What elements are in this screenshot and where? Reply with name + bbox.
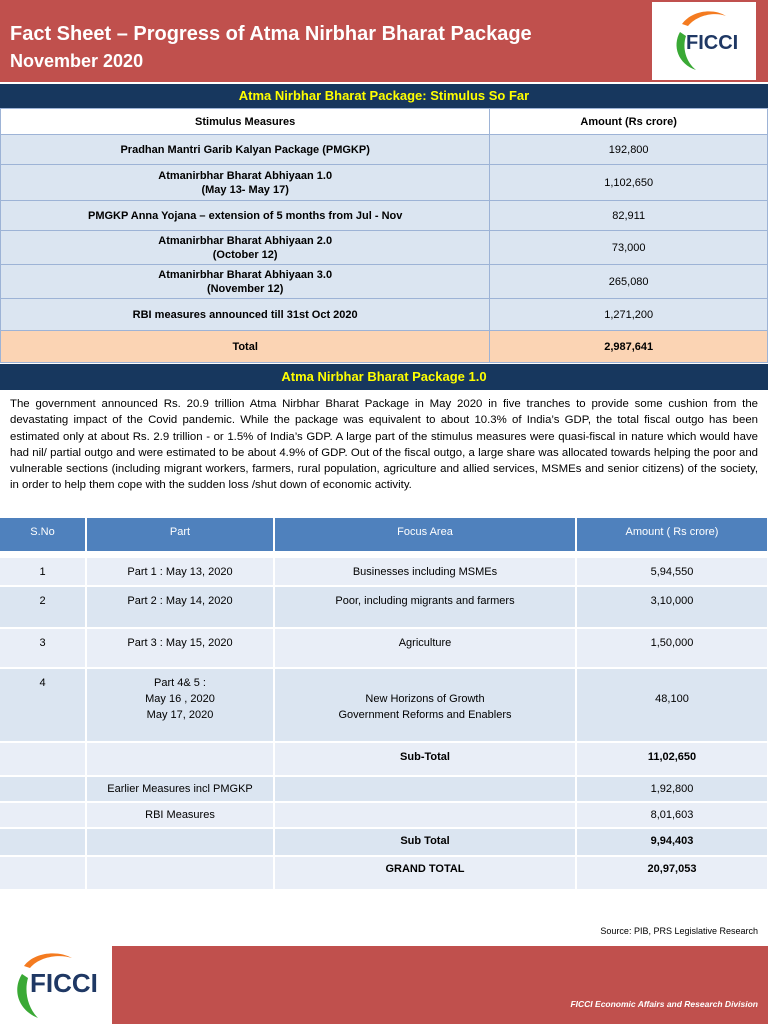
stimulus-measure: PMGKP Anna Yojana – extension of 5 months from Jul - Nov bbox=[1, 201, 490, 231]
source-note: Source: PIB, PRS Legislative Research bbox=[600, 926, 758, 936]
col-header-amount: Amount (Rs crore) bbox=[490, 109, 768, 135]
row-focus: Businesses including MSMEs bbox=[274, 558, 576, 586]
subtotal2-amount: 9,94,403 bbox=[576, 828, 768, 856]
table-row bbox=[1, 201, 768, 231]
table-row bbox=[0, 558, 768, 586]
table-row bbox=[1, 299, 768, 331]
table-row bbox=[0, 586, 768, 628]
earlier-measures-row bbox=[0, 776, 768, 802]
subtotal-label: Sub-Total bbox=[274, 742, 576, 776]
row-part: Part 4& 5 : May 16 , 2020 May 17, 2020 bbox=[86, 668, 274, 742]
package-table-header bbox=[0, 518, 768, 552]
row-amount: 48,100 bbox=[576, 668, 768, 742]
row-part: Part 2 : May 14, 2020 bbox=[86, 586, 274, 628]
row-sno: 2 bbox=[0, 586, 86, 628]
row-amount: 5,94,550 bbox=[576, 558, 768, 586]
row-focus: Agriculture bbox=[274, 628, 576, 668]
table-row bbox=[1, 265, 768, 299]
grand-total-row bbox=[0, 856, 768, 890]
col-header-part: Part bbox=[86, 518, 274, 552]
package-banner bbox=[0, 364, 768, 390]
package-banner-text: Atma Nirbhar Bharat Package 1.0 bbox=[281, 369, 487, 384]
row-sno: 4 bbox=[0, 668, 86, 742]
col-header-amount: Amount ( Rs crore) bbox=[576, 518, 768, 552]
subtotal-amount: 11,02,650 bbox=[576, 742, 768, 776]
ficci-logo-text: FICCI bbox=[30, 968, 98, 998]
subtotal-row bbox=[0, 742, 768, 776]
row-sno: 1 bbox=[0, 558, 86, 586]
col-header-focus-area: Focus Area bbox=[274, 518, 576, 552]
rbi-measures-amount: 8,01,603 bbox=[576, 802, 768, 828]
table-row bbox=[1, 231, 768, 265]
subtotal2-row bbox=[0, 828, 768, 856]
stimulus-total-label: Total bbox=[1, 331, 490, 363]
rbi-measures-label: RBI Measures bbox=[86, 802, 274, 828]
row-focus: New Horizons of Growth Government Reforms and Enablers bbox=[274, 668, 576, 742]
stimulus-measure: Atmanirbhar Bharat Abhiyaan 3.0 (November 12) bbox=[1, 265, 490, 299]
ficci-logo-footer bbox=[0, 946, 112, 1024]
row-amount: 3,10,000 bbox=[576, 586, 768, 628]
row-part: Part 1 : May 13, 2020 bbox=[86, 558, 274, 586]
table-row bbox=[1, 135, 768, 165]
footer-division-text: FICCI Economic Affairs and Research Division bbox=[570, 999, 758, 1009]
stimulus-amount: 82,911 bbox=[490, 201, 768, 231]
col-header-stimulus-measures: Stimulus Measures bbox=[1, 109, 490, 135]
stimulus-amount: 73,000 bbox=[490, 231, 768, 265]
ficci-logo-text: FICCI bbox=[686, 32, 739, 54]
stimulus-table bbox=[0, 108, 768, 363]
grand-total-amount: 20,97,053 bbox=[576, 856, 768, 890]
row-focus: Poor, including migrants and farmers bbox=[274, 586, 576, 628]
table-row bbox=[1, 165, 768, 201]
stimulus-measure: Atmanirbhar Bharat Abhiyaan 2.0 (October 12) bbox=[1, 231, 490, 265]
stimulus-amount: 265,080 bbox=[490, 265, 768, 299]
row-amount: 1,50,000 bbox=[576, 628, 768, 668]
package-description: The government announced Rs. 20.9 trillion Atma Nirbhar Bharat Package in May 2020 in five tranches to provide some cushion from the devastating impact of the Covid pandemic. While the package was equivalent to about 10.3% of India’s GDP, the total fiscal outgo has been estimated only at about Rs. 2.9 trillion - or 1.5% of India’s GDP. A large part of the stimulus measures were quasi-fiscal in nature which would have had nil/ partial outgo and were estimated to be about 4.9% of GDP. Out of the fiscal outgo, a large share was allocated towards helping the poor and vulnerable sections (including migrant workers, farmers, rural population, agriculture and allied services, MSMEs and senior citizens) of the society, in order to help them cope with the sudden loss /shut down of economic activity. bbox=[10, 398, 758, 492]
stimulus-total-row bbox=[1, 331, 768, 363]
stimulus-total-amount: 2,987,641 bbox=[490, 331, 768, 363]
stimulus-amount: 192,800 bbox=[490, 135, 768, 165]
stimulus-banner-text: Atma Nirbhar Bharat Package: Stimulus So Far bbox=[238, 88, 530, 103]
subtotal2-label: Sub Total bbox=[274, 828, 576, 856]
grand-total-label: GRAND TOTAL bbox=[274, 856, 576, 890]
earlier-measures-amount: 1,92,800 bbox=[576, 776, 768, 802]
stimulus-banner bbox=[0, 84, 768, 108]
stimulus-table-header bbox=[1, 109, 768, 135]
stimulus-measure: Atmanirbhar Bharat Abhiyaan 1.0 (May 13- May 17) bbox=[1, 165, 490, 201]
page-title: Fact Sheet – Progress of Atma Nirbhar Bharat Package bbox=[10, 23, 532, 45]
stimulus-measure: RBI measures announced till 31st Oct 2020 bbox=[1, 299, 490, 331]
ficci-logo-header bbox=[652, 2, 756, 80]
earlier-measures-label: Earlier Measures incl PMGKP bbox=[86, 776, 274, 802]
page-subtitle: November 2020 bbox=[10, 51, 144, 71]
table-row bbox=[0, 628, 768, 668]
col-header-sno: S.No bbox=[0, 518, 86, 552]
row-part: Part 3 : May 15, 2020 bbox=[86, 628, 274, 668]
footer-bar bbox=[112, 946, 768, 1024]
stimulus-measure: Pradhan Mantri Garib Kalyan Package (PMGKP) bbox=[1, 135, 490, 165]
row-sno: 3 bbox=[0, 628, 86, 668]
table-row bbox=[0, 668, 768, 742]
stimulus-amount: 1,102,650 bbox=[490, 165, 768, 201]
page-header bbox=[0, 0, 768, 82]
stimulus-amount: 1,271,200 bbox=[490, 299, 768, 331]
package-table bbox=[0, 518, 768, 891]
rbi-measures-row bbox=[0, 802, 768, 828]
